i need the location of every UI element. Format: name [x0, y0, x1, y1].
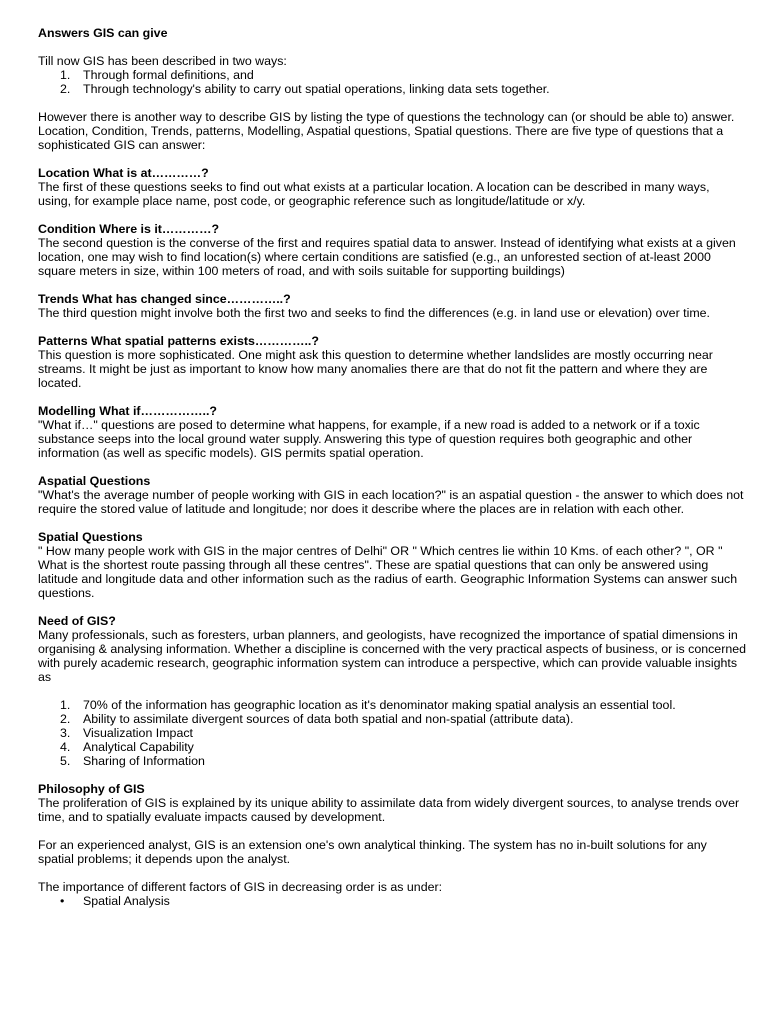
section-body: Many professionals, such as foresters, urban planners, and geologists, have recognized the importance of spatial dimensions in organising & analysing information. Whether a discipline is concerned with the very practical aspects of business, or is concerned with purely academic research, geographic information system can introduce a perspective, which can provide valuable insights as — [38, 628, 747, 684]
list-item-text: Analytical Capability — [83, 740, 194, 754]
list-item — [38, 712, 746, 726]
section-condition — [38, 222, 746, 278]
section-heading: Aspatial Questions — [38, 474, 151, 488]
section-location — [38, 166, 746, 208]
section-heading: Spatial Questions — [38, 530, 143, 544]
philosophy-paragraph: The importance of different factors of GIS in decreasing order is as under: — [38, 880, 443, 894]
list-number: 5. — [60, 754, 71, 768]
section-need — [38, 614, 746, 684]
list-item — [38, 754, 746, 768]
list-item-text: Visualization Impact — [83, 726, 193, 740]
section-trends — [38, 292, 746, 320]
section-spatial — [38, 530, 746, 600]
philosophy-paragraph: For an experienced analyst, GIS is an extension one's own analytical thinking. The system has no in-built solutions for any spatial problems; it depends upon the analyst. — [38, 838, 707, 866]
list-item — [38, 82, 746, 96]
list-item — [38, 740, 746, 754]
list-number: 3. — [60, 726, 71, 740]
list-item-text: Spatial Analysis — [83, 894, 170, 908]
list-number: 1. — [60, 68, 71, 82]
section-heading: Patterns What spatial patterns exists…………..? — [38, 334, 319, 348]
section-aspatial — [38, 474, 746, 516]
section-philosophy — [38, 782, 746, 824]
list-item-text: Sharing of Information — [83, 754, 205, 768]
section-heading: Modelling What if……………..? — [38, 404, 217, 418]
section-body: The first of these questions seeks to find out what exists at a particular location. A location can be described in many ways, using, for example place name, post code, or geographic reference such as longitude/latitude or x/y. — [38, 180, 710, 208]
section-body: The second question is the converse of the first and requires spatial data to answer. Instead of identifying what exists at a given location, one may wish to find location(s) where certain conditions are satisfied (e.g., an unforested section of at-least 2000 square meters in size, within 100 meters of road, and with soils suitable for supporting buildings) — [38, 236, 736, 278]
document-title: Answers GIS can give — [38, 26, 168, 40]
section-body: The proliferation of GIS is explained by its unique ability to assimilate data from widely divergent sources, to analyse trends over time, and to spatially evaluate impacts caused by development. — [38, 796, 740, 824]
overview-paragraph: However there is another way to describe GIS by listing the type of questions the technology can (or should be able to) answer. Location, Condition, Trends, patterns, Modelling, Aspatial questions, Spatial questions. There are five type of questions that a sophisticated GIS can answer: — [38, 110, 735, 152]
section-heading: Trends What has changed since…………..? — [38, 292, 291, 306]
section-patterns — [38, 334, 746, 390]
list-item — [38, 68, 746, 82]
intro-text: Till now GIS has been described in two ways: — [38, 54, 287, 68]
list-number: 1. — [60, 698, 71, 712]
section-body: This question is more sophisticated. One might ask this question to determine whether landslides are mostly occurring near streams. It might be just as important to know how many anomalies there are that do not fit the pattern and where they are located. — [38, 348, 713, 390]
factors-list — [38, 894, 746, 908]
section-heading: Condition Where is it…………? — [38, 222, 220, 236]
list-item-text: 70% of the information has geographic location as it's denominator making spatial analysis an essential tool. — [83, 698, 676, 712]
section-modelling — [38, 404, 746, 460]
list-item — [38, 726, 746, 740]
section-body: "What's the average number of people working with GIS in each location?" is an aspatial question - the answer to which does not require the stored value of latitude and longitude; nor does it describe where the places are in relation with each other. — [38, 488, 744, 516]
list-item-text: Ability to assimilate divergent sources of data both spatial and non-spatial (attribute data). — [83, 712, 574, 726]
list-item — [38, 698, 746, 712]
section-heading: Need of GIS? — [38, 614, 116, 628]
list-number: 4. — [60, 740, 71, 754]
list-number: 2. — [60, 712, 71, 726]
section-heading: Philosophy of GIS — [38, 782, 145, 796]
list-item-text: Through technology's ability to carry out spatial operations, linking data sets together. — [83, 82, 550, 96]
section-heading: Location What is at…………? — [38, 166, 209, 180]
section-body: The third question might involve both the first two and seeks to find the differences (e.g. in land use or elevation) over time. — [38, 306, 710, 320]
list-item-text: Through formal definitions, and — [83, 68, 254, 82]
need-list — [38, 698, 746, 768]
intro-list — [38, 68, 746, 96]
section-body: "What if…" questions are posed to determine what happens, for example, if a new road is added to a network or if a toxic substance seeps into the local ground water supply. Answering this type of question requires both geographic and other information (as well as specific models). GIS permits spatial operation. — [38, 418, 700, 460]
list-number: 2. — [60, 82, 71, 96]
section-body: " How many people work with GIS in the major centres of Delhi" OR " Which centres lie within 10 Kms. of each other? ", OR " What is the shortest route passing through all these centres". These are spatial questions that can only be answered using latitude and longitude data and other information such as the radius of earth. Geographic Information Systems can answer such questions. — [38, 544, 738, 600]
list-item — [38, 894, 746, 908]
bullet-icon: • — [60, 894, 65, 908]
